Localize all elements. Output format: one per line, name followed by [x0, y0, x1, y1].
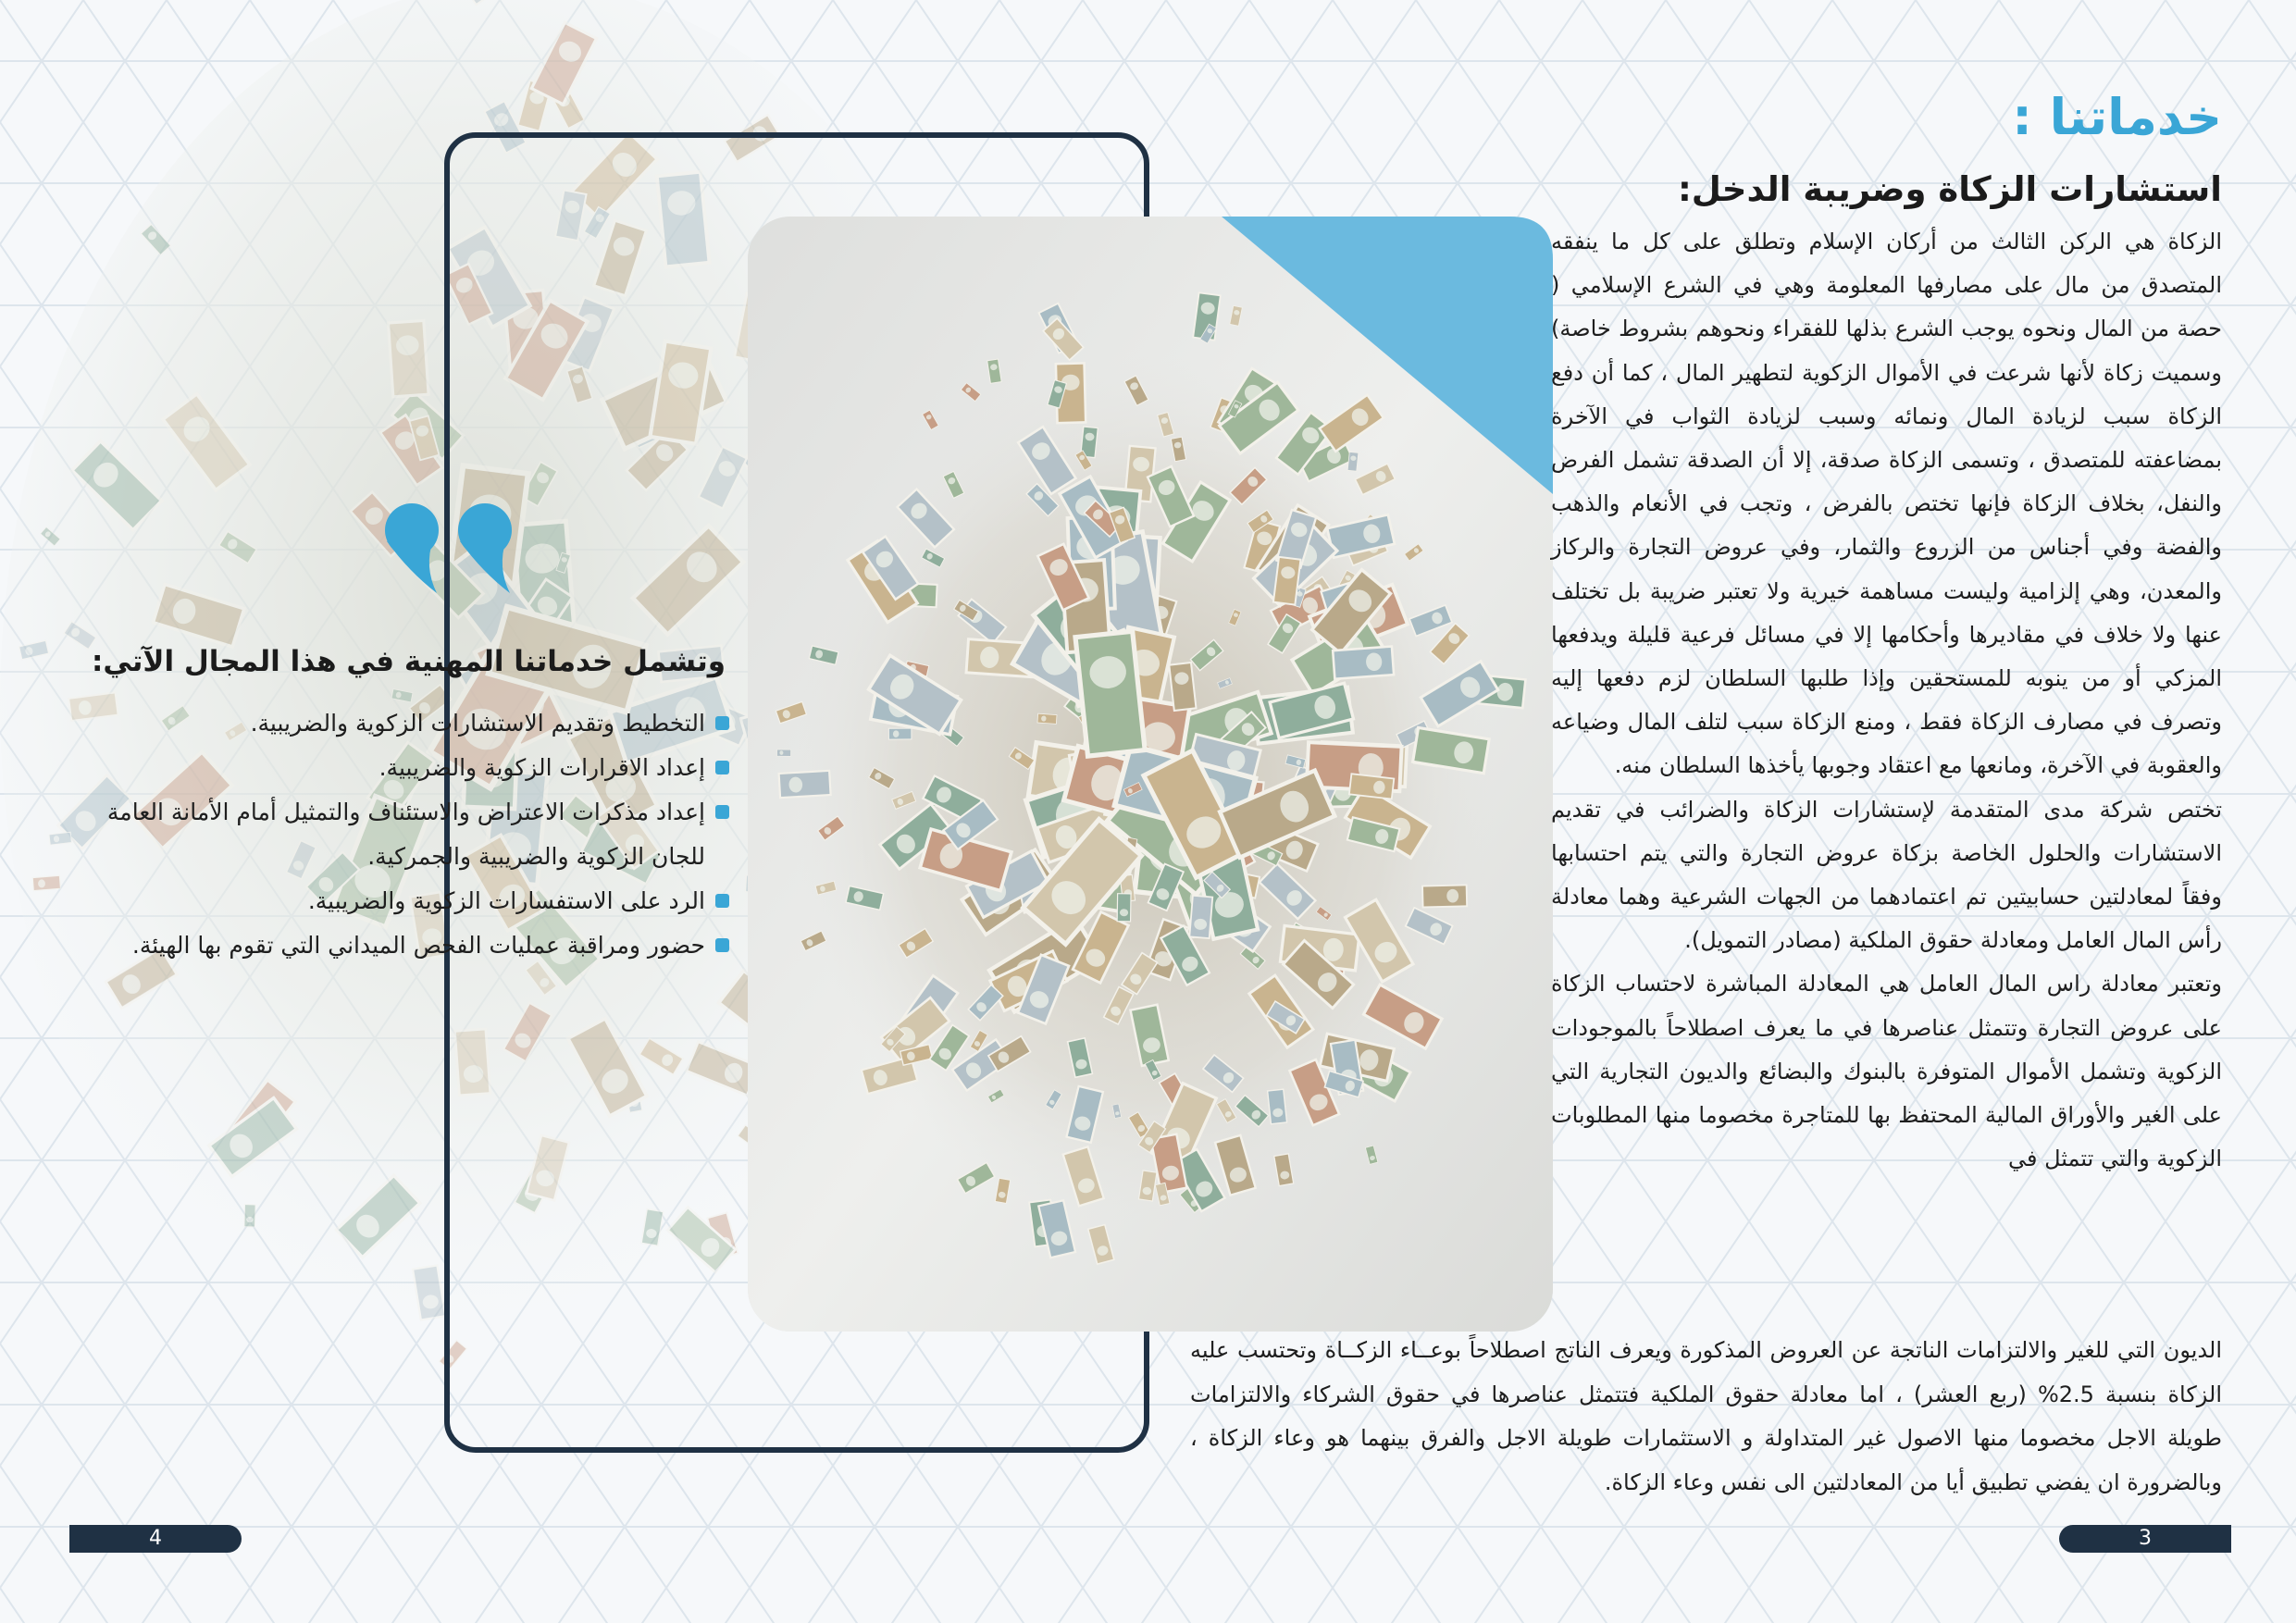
services-heading: وتشمل خدماتنا المهنية في هذا المجال الآتي: — [91, 645, 726, 678]
photo-banknote — [1075, 631, 1145, 756]
photo-banknote — [1422, 885, 1467, 907]
left-banknote — [388, 320, 428, 396]
square-bullet-icon — [715, 894, 729, 908]
square-bullet-icon — [715, 716, 729, 730]
photo-banknote — [1333, 647, 1394, 679]
body-column — [1551, 220, 2222, 1181]
photo-banknote — [1349, 774, 1394, 799]
section-subtitle: استشارات الزكاة وضريبة الدخل: — [1677, 169, 2222, 209]
photo-banknote — [1169, 663, 1196, 711]
section-title: خدماتنا : — [2012, 88, 2222, 146]
paragraph-working-capital: وتعتبر معادلة راس المال العامل هي المعادلة المباشرة لاحتساب الزكاة على عروض التجارة وتتمثل عناصرها في ما يعرف اصطلاحاً بالموجودات الزكوية وتشمل الأموال المتوفرة بالبنوك والبضائع والديون التجارية التي على الغير والأوراق المالية المحتفظ بها للمتاجرة مخصوما منها المطلوبات الزكوية والتي تتمثل في — [1551, 971, 2222, 1172]
quote-icon — [381, 502, 518, 595]
photo-banknote — [1117, 894, 1131, 922]
photo-banknote — [888, 728, 912, 739]
paragraph-zakat-definition: الزكاة هي الركن الثالث من أركان الإسلام وتطلق على كل ما ينفقه المتصدق من مال على مصارفها المعلومة وهي في الشرع الإسلامي ( حصة من المال ونحوه يوجب الشرع بذلها للفقراء ونحوهم بشروط خاصة) وسميت زكاة لأنها شرعت في الأموال الزكوية لتطهير المال ، كما أن دفع الزكاة سبب لزيادة المال ونمائه وسبب لزيادة الثواب في الآخرة بمضاعفته للمتصدق ، وتسمى الزكاة صدقة، إلا أن الصدقة تشمل الفرض والنفل، بخلاف الزكاة فإنها تختص بالفرض ، وتجب في الأنعام والذهب والفضة وفي أجناس من الزروع والثمار، وفي عروض التجارة والركاز والمعدن، وهي إلزامية وليست مساهمة خيرية ولا تعتبر ضريبة بل تختلف عنها ولا خلاف في مقاديرها وأحكامها إلا في مسائل فرعية قليلة ويدفعها المزكي أو من ينوبه للمستحقين وإذا طلبها السلطان لزم دفعها إليه وتصرف في مصارف الزكاة فقط ، ومنع الزكاة سبب لتلف المال وضياعه والعقوبة في الآخرة، ومانعها مع اعتقاد وجوبها يأخذها السلطان منه. — [1551, 229, 2222, 779]
paragraph-company-services: تختص شركة مدى المتقدمة لإستشارات الزكاة والضرائب في تقديم الاستشارات والحلول الخاصة بزكاة عروض التجارة والتي يتم احتسابها وفقاً لمعادلتين حسابيتين تم اعتمادهما من الجهات الشرعية وهما معادلة رأس المال العامل ومعادلة حقوق الملكية (مصادر التمويل). — [1551, 796, 2222, 954]
list-item: إعداد مذكرات الاعتراض والاستئناف والتمثيل أمام الأمانة العامة للجان الزكوية والضريبية والجمركية. — [54, 790, 729, 879]
photo-banknote — [1268, 1089, 1287, 1124]
square-bullet-icon — [715, 761, 729, 774]
photo-banknote — [779, 771, 831, 798]
services-list — [54, 701, 729, 968]
blue-corner-accent — [1222, 217, 1553, 494]
photo-banknote — [1037, 713, 1057, 724]
photo-banknote — [777, 750, 791, 756]
photo-banknote — [1189, 896, 1212, 938]
list-item: إعداد الاقرارات الزكوية والضريبية. — [54, 746, 729, 790]
list-item: حضور ومراقبة عمليات الفحص الميداني التي تقوم بها الهيئة. — [54, 923, 729, 968]
list-item: التخطيط وتقديم الاستشارات الزكوية والضريبية. — [54, 701, 729, 746]
left-banknote — [244, 1205, 255, 1227]
square-bullet-icon — [715, 938, 729, 952]
square-bullet-icon — [715, 805, 729, 819]
photo-banknote — [1273, 557, 1301, 605]
list-item: الرد على الاستفسارات الزكوية والضريبية. — [54, 879, 729, 923]
paragraph-working-capital-continued: الديون التي للغير والالتزامات الناتجة عن العروض المذكورة ويعرف الناتج اصطلاحاً بوعــاء الزكــاة وتحتسب عليه الزكاة بنسبة 2.5% (ربع العشر) ، اما معادلة حقوق الملكية فتتمثل عناصرها في حقوق الشركاء والالتزامات طويلة الاجل مخصوما منها الاصول غير المتداولة و الاستثمارات طويلة الاجل والفرق بينهما هو وعاء الزكاة ، وبالضرورة ان يفضي تطبيق أيا من المعادلتين الى نفس وعاء الزكاة. — [1190, 1337, 2222, 1495]
page-number-right: 3 — [2059, 1525, 2231, 1553]
page-number-left: 4 — [69, 1525, 242, 1553]
